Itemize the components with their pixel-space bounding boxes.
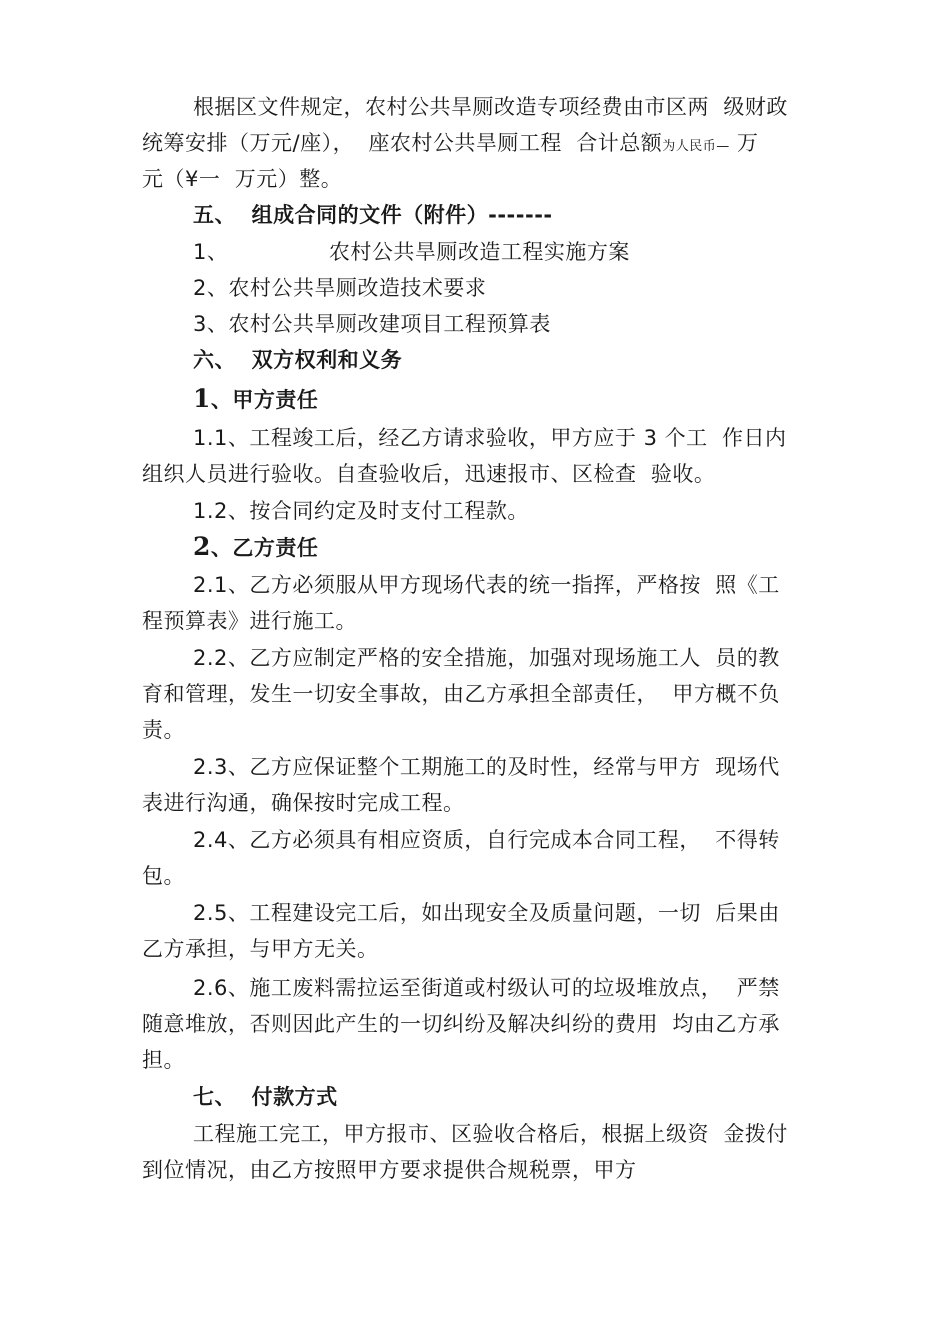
fund-paragraph-line-1: 根据区文件规定，农村公共旱厕改造专项经费由市区两 级财政 xyxy=(193,95,788,119)
clause-2-2-line-2: 育和管理，发生一切安全事故，由乙方承担全部责任， 甲方概不负 xyxy=(142,682,780,706)
section-6-heading: 六、 双方权利和义务 xyxy=(193,348,403,372)
fund-amount-label: 为人民币— xyxy=(662,139,730,154)
clause-2-5-line-1: 2.5、工程建设完工后，如出现安全及质量问题，一切 后果由 xyxy=(193,901,780,925)
party-b-number: 2 xyxy=(193,532,211,561)
party-b-heading xyxy=(193,533,318,562)
clause-1-1-line-2: 组织人员进行验收。自查验收后，迅速报市、区检查 验收。 xyxy=(142,462,716,486)
clause-2-4-line-1: 2.4、乙方必须具有相应资质，自行完成本合同工程， 不得转 xyxy=(193,828,780,852)
clause-2-1-line-2: 程预算表》进行施工。 xyxy=(142,609,357,633)
clause-2-6-line-1: 2.6、施工废料需拉运至街道或村级认可的垃圾堆放点， 严禁 xyxy=(193,976,780,1000)
clause-2-2-line-1: 2.2、乙方应制定严格的安全措施，加强对现场施工人 员的教 xyxy=(193,646,780,670)
attachment-item-2: 2、农村公共旱厕改造技术要求 xyxy=(193,276,487,300)
clause-2-6-line-2: 随意堆放，否则因此产生的一切纠纷及解决纠纷的费用 均由乙方承 xyxy=(142,1012,780,1036)
party-a-number: 1 xyxy=(193,384,211,413)
fund-paragraph-line-3: 元（¥一 万元）整。 xyxy=(142,167,343,191)
attachment-item-3: 3、农村公共旱厕改建项目工程预算表 xyxy=(193,312,551,336)
payment-paragraph-line-1: 工程施工完工，甲方报市、区验收合格后，根据上级资 金拨付 xyxy=(193,1122,788,1146)
clause-2-6-line-3: 担。 xyxy=(142,1048,185,1072)
payment-paragraph-line-2: 到位情况，由乙方按照甲方要求提供合规税票，甲方 xyxy=(142,1158,637,1182)
fund-line-2-main: 统筹安排（万元/座）， 座农村公共旱厕工程 合计总额 xyxy=(142,131,663,155)
fund-line-2-tail: 万 xyxy=(729,131,759,155)
clause-2-3-line-2: 表进行沟通，确保按时完成工程。 xyxy=(142,791,465,815)
clause-2-5-line-2: 乙方承担，与甲方无关。 xyxy=(142,937,379,961)
party-b-title: 、乙方责任 xyxy=(210,536,319,560)
clause-2-4-line-2: 包。 xyxy=(142,864,185,888)
party-a-heading xyxy=(193,385,318,414)
clause-2-1-line-1: 2.1、乙方必须服从甲方现场代表的统一指挥，严格按 照《工 xyxy=(193,573,780,597)
clause-2-3-line-1: 2.3、乙方应保证整个工期施工的及时性，经常与甲方 现场代 xyxy=(193,755,780,779)
clause-1-1-line-1: 1.1、工程竣工后，经乙方请求验收，甲方应于 3 个工 作日内 xyxy=(193,426,787,450)
clause-1-2: 1.2、按合同约定及时支付工程款。 xyxy=(193,499,529,523)
fund-paragraph-line-2 xyxy=(142,129,758,161)
section-7-heading: 七、 付款方式 xyxy=(193,1085,338,1109)
party-a-title: 、甲方责任 xyxy=(210,388,319,412)
attachment-item-1: 1、 农村公共旱厕改造工程实施方案 xyxy=(193,240,630,264)
section-5-heading: 五、 组成合同的文件（附件）------- xyxy=(193,203,553,227)
clause-2-2-line-3: 责。 xyxy=(142,718,185,742)
